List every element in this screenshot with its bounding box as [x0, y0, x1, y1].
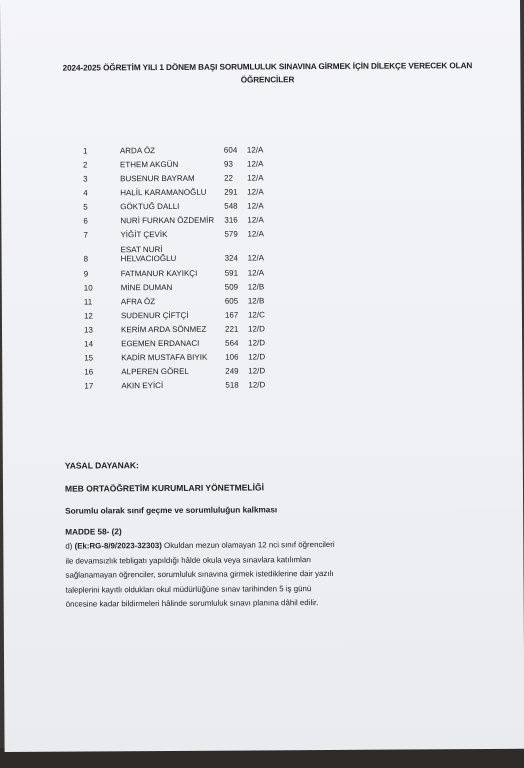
regulation-title: MEB ORTAÖĞRETİM KURUMLARI YÖNETMELİĞİ [64, 482, 264, 494]
student-class: 12/B [247, 296, 265, 306]
student-name: ALPEREN GÖREL [121, 366, 189, 377]
student-name: FATMANUR KAYIKÇI [120, 268, 198, 279]
student-number: 106 [225, 352, 239, 362]
student-number: 22 [224, 173, 234, 183]
student-name: MİNE DUMAN [120, 282, 173, 293]
list-item [84, 351, 284, 365]
row-number: 14 [84, 339, 94, 349]
student-name: BUSENUR BAYRAM [120, 173, 195, 184]
student-number: 604 [223, 145, 238, 155]
student-name: YİĞİT ÇEVİK [120, 229, 168, 240]
student-number: 249 [225, 366, 239, 376]
document-title [52, 59, 482, 88]
student-class: 12/A [247, 201, 264, 211]
paragraph-text: Okuldan mezun olamayan 12 nci sınıf öğrencileri [161, 539, 335, 551]
student-number: 548 [224, 201, 238, 211]
student-name: ETHEM AKGÜN [119, 159, 179, 170]
list-item [84, 267, 284, 281]
list-item [84, 365, 284, 379]
student-name: HALİL KARAMANOĞLU [120, 187, 207, 198]
row-number: 4 [83, 188, 88, 198]
student-name: EGEMEN ERDANACI [121, 338, 200, 349]
student-name: HELVACIOĞLU [120, 253, 177, 264]
student-class: 12/A [247, 229, 264, 239]
row-number: 10 [83, 283, 93, 293]
student-number: 579 [224, 229, 238, 239]
student-number: 221 [224, 324, 239, 334]
student-class: 12/A [247, 268, 265, 278]
student-name: KADİR MUSTAFA BIYIK [121, 352, 208, 363]
student-class: 12/A [246, 159, 264, 169]
row-number: 6 [83, 216, 88, 226]
student-number: 167 [224, 310, 239, 320]
section-title: Sorumlu olarak sınıf geçme ve sorumluluğun kalkması [65, 505, 278, 516]
paragraph-line: ile devamsızlık tebligatı yapıldığı hâlde okula veya sınavlara katılımları [65, 554, 312, 566]
student-number: 324 [224, 253, 238, 263]
student-class: 12/D [248, 366, 266, 376]
amendment-reference: (Ek:RG-8/9/2023-32303) [74, 541, 162, 551]
row-number: 15 [84, 353, 94, 363]
row-number: 8 [83, 254, 89, 264]
student-name-line-1: ESAT NURİ [120, 245, 163, 255]
title-line-2: ÖĞRENCİLER [240, 75, 295, 85]
list-item [83, 214, 283, 228]
article-paragraph [65, 537, 425, 612]
legal-basis-heading: YASAL DAYANAK: [64, 460, 139, 471]
student-name: SUDENUR ÇİFTÇİ [120, 310, 189, 321]
row-number: 11 [83, 297, 93, 307]
student-class: 12/D [248, 352, 266, 362]
list-item [83, 245, 284, 266]
list-item [84, 295, 284, 309]
paragraph-line: sağlanamayan öğrenciler, sorumluluk sınavına girmek istediklerine dair yazılı [65, 569, 334, 580]
student-class: 12/A [247, 215, 264, 225]
list-item [84, 323, 284, 337]
row-number: 7 [83, 230, 88, 240]
student-number: 564 [225, 338, 239, 348]
list-item [83, 228, 283, 242]
row-number: 13 [83, 325, 93, 335]
list-item [83, 144, 283, 158]
student-number: 93 [223, 159, 233, 169]
student-number: 518 [225, 380, 239, 390]
student-name: NURİ FURKAN ÖZDEMİR [120, 215, 215, 226]
student-class: 12/A [246, 145, 264, 155]
student-class: 12/D [248, 380, 266, 390]
row-number: 3 [83, 174, 88, 184]
list-item [83, 172, 283, 186]
row-number: 17 [84, 381, 94, 391]
row-number: 5 [83, 202, 88, 212]
paragraph-line: taleplerini kayıtlı oldukları okul müdürlüğüne sınav tarihinden 5 iş günü [65, 583, 312, 595]
list-item [83, 186, 283, 200]
student-class: 12/B [247, 282, 265, 292]
student-name: AKIN EYİCİ [121, 381, 164, 391]
paragraph-prefix: d) [65, 541, 75, 551]
student-number: 509 [224, 282, 239, 292]
row-number: 1 [82, 146, 88, 156]
student-class: 12/C [247, 310, 265, 320]
student-number: 605 [224, 296, 239, 306]
student-name: ARDA ÖZ [119, 146, 156, 156]
list-item [84, 337, 284, 351]
list-item [83, 158, 283, 172]
row-number: 9 [83, 269, 89, 279]
student-number: 316 [224, 215, 238, 225]
student-name: GÖKTUĞ DALLI [120, 201, 180, 212]
student-name: KERİM ARDA SÖNMEZ [120, 324, 207, 335]
row-number: 16 [84, 367, 94, 377]
student-name: AFRA ÖZ [120, 297, 156, 307]
student-class: 12/D [247, 324, 265, 334]
article-number: MADDE 58- (2) [65, 527, 122, 537]
row-number: 2 [82, 160, 88, 170]
title-line-1: 2024-2025 ÖĞRETİM YILI 1 DÖNEM BAŞI SORUMLULUK SINAVINA GİRMEK İÇİN DİLEKÇE VERECEK OLAN [62, 61, 473, 73]
student-number: 591 [224, 268, 239, 278]
student-class: 12/D [248, 338, 266, 348]
paragraph-line: öncesine kadar bildirmeleri hâlinde sorumluluk sınavı planına dâhil edilir. [65, 598, 319, 609]
list-item [84, 379, 284, 393]
list-item [84, 309, 284, 323]
student-class: 12/A [247, 253, 265, 263]
row-number: 12 [83, 311, 93, 321]
list-item [84, 281, 284, 295]
student-class: 12/A [247, 187, 264, 197]
list-item [83, 200, 283, 214]
student-number: 291 [224, 187, 238, 197]
student-class: 12/A [247, 173, 264, 183]
